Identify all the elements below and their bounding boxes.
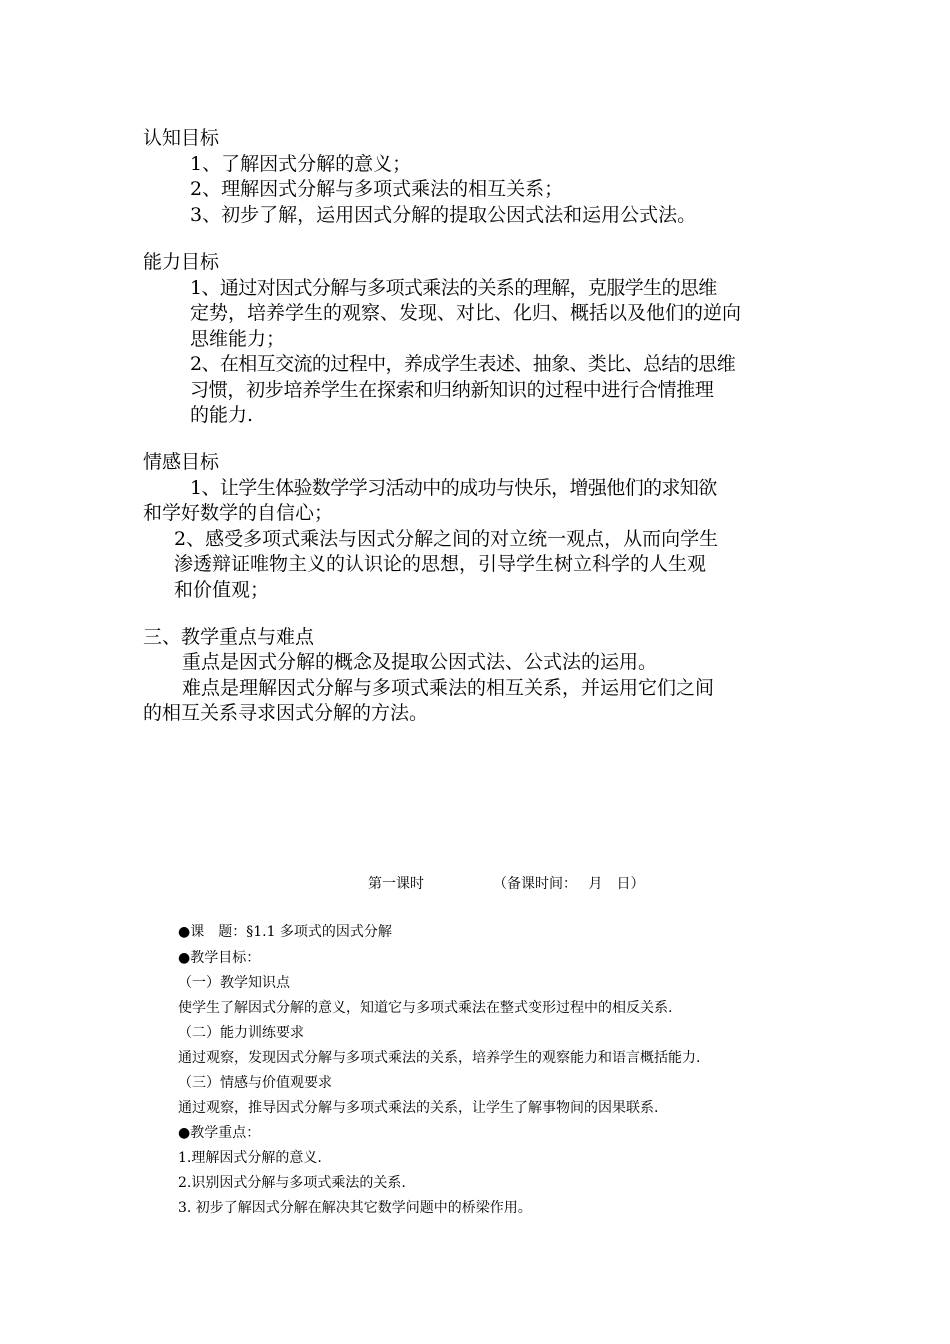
objectives-heading: ●教学目标：: [178, 950, 261, 966]
ability-item-2-line-1: 2、在相互交流的过程中，养成学生表述、抽象、类比、总结的思维: [190, 353, 736, 375]
emotion-heading: 情感目标: [143, 451, 220, 473]
lesson-topic: ●课 题：§1.1 多项式的因式分解: [178, 924, 392, 940]
emotion-item-1-line-2: 和学好数学的自信心；: [143, 502, 334, 524]
ability-item-1-line-1: 1、通过对因式分解与多项式乘法的关系的理解，克服学生的思维: [190, 277, 717, 299]
objective-3-text: 通过观察，推导因式分解与多项式乘法的关系，让学生了解事物间的因果联系.: [178, 1100, 659, 1116]
ability-item-1-line-3: 思维能力；: [190, 328, 286, 350]
ability-item-2-line-3: 的能力.: [190, 404, 254, 426]
emotion-item-2-line-1: 2、感受多项式乘法与因式分解之间的对立统一观点，从而向学生: [174, 528, 719, 550]
focus-heading: ●教学重点：: [178, 1125, 261, 1141]
key-points-heading: 三、教学重点与难点: [143, 626, 315, 648]
focus-item-3: 3. 初步了解因式分解在解决其它数学问题中的桥梁作用。: [178, 1200, 532, 1216]
cognitive-item-2: 2、理解因式分解与多项式乘法的相互关系；: [190, 178, 564, 200]
emotion-item-2-line-2: 渗透辩证唯物主义的认识论的思想，引导学生树立科学的人生观: [174, 553, 707, 575]
key-points-difficulty-line-2: 的相互关系寻求因式分解的方法。: [143, 702, 429, 724]
objective-3-heading: （三）情感与价值观要求: [178, 1075, 332, 1091]
ability-item-2-line-2: 习惯，初步培养学生在探索和归纳新知识的过程中进行合情推理: [190, 379, 714, 401]
objective-2-heading: （二）能力训练要求: [178, 1025, 304, 1041]
focus-item-1: 1.理解因式分解的意义.: [178, 1150, 322, 1166]
lesson-title: 第一课时: [368, 876, 424, 892]
ability-heading: 能力目标: [143, 251, 220, 273]
lesson-prep-time: （备课时间： 月 日）: [493, 876, 645, 892]
key-points-key-line: 重点是因式分解的概念及提取公因式法、公式法的运用。: [182, 651, 658, 673]
cognitive-item-1: 1、了解因式分解的意义；: [190, 153, 412, 175]
objective-1-heading: （一）教学知识点: [178, 975, 290, 991]
emotion-item-2-line-3: 和价值观；: [174, 579, 270, 601]
focus-item-2: 2.识别因式分解与多项式乘法的关系.: [178, 1175, 406, 1191]
objective-2-text: 通过观察，发现因式分解与多项式乘法的关系，培养学生的观察能力和语言概括能力.: [178, 1050, 701, 1066]
objective-1-text: 使学生了解因式分解的意义，知道它与多项式乘法在整式变形过程中的相反关系.: [178, 1000, 673, 1016]
ability-item-1-line-2: 定势，培养学生的观察、发现、对比、化归、概括以及他们的逆向: [190, 302, 742, 324]
cognitive-item-3: 3、初步了解，运用因式分解的提取公因式法和运用公式法。: [190, 204, 697, 226]
cognitive-heading: 认知目标: [143, 127, 220, 149]
emotion-item-1-line-1: 1、让学生体验数学学习活动中的成功与快乐，增强他们的求知欲: [190, 477, 717, 499]
key-points-difficulty-line-1: 难点是理解因式分解与多项式乘法的相互关系，并运用它们之间: [182, 677, 715, 699]
